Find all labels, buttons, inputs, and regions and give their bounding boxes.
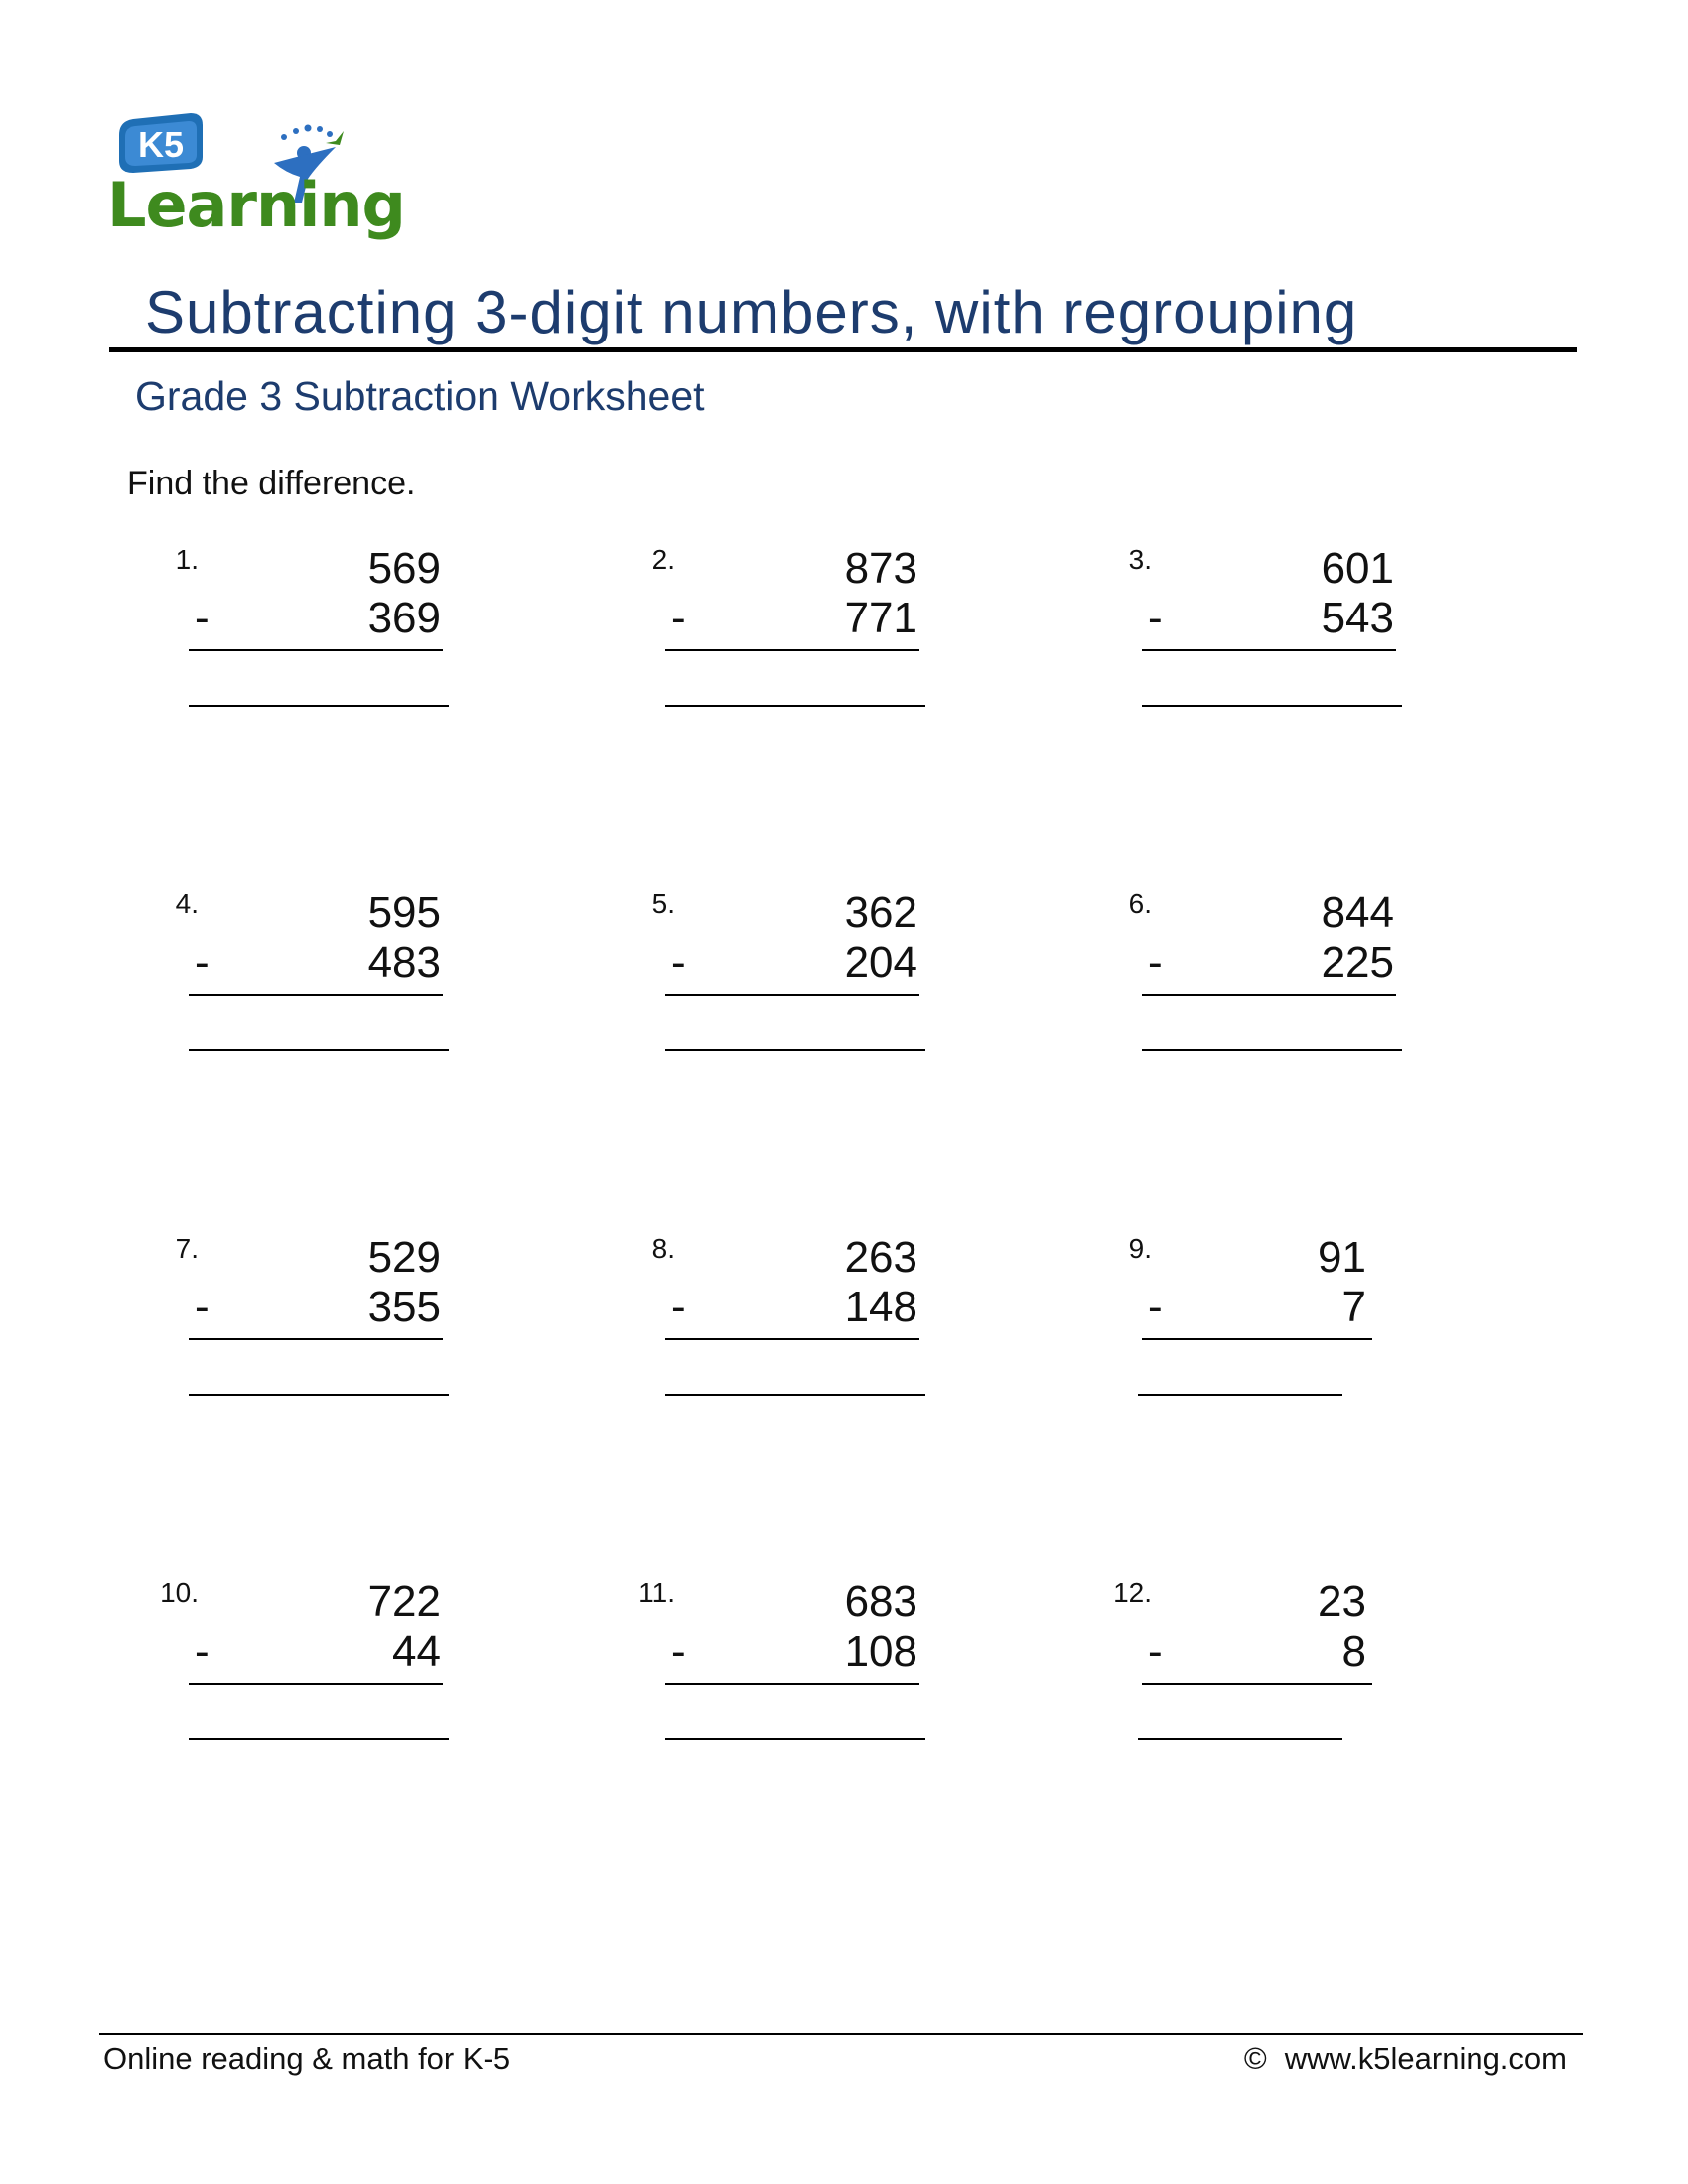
answer-line[interactable] [1142, 705, 1402, 707]
problem-number: 7. [175, 1233, 199, 1264]
problem-number: 2. [651, 544, 675, 575]
minuend: 263 [844, 1233, 917, 1282]
worksheet-title: Subtracting 3-digit numbers, with regrouping [145, 279, 1358, 345]
subtrahend: 543 [1321, 594, 1394, 642]
problem-6 [1088, 888, 1394, 1087]
minus-sign: - [1148, 1627, 1163, 1676]
minuend: 595 [367, 888, 441, 937]
answer-line[interactable] [665, 1394, 925, 1396]
answer-line[interactable] [1138, 1738, 1342, 1740]
subtrahend: 483 [367, 938, 441, 987]
answer-line[interactable] [1138, 1394, 1342, 1396]
minuend: 569 [367, 544, 441, 593]
problem-12 [1088, 1577, 1366, 1776]
subtrahend: 8 [1341, 1627, 1366, 1676]
problem-11 [612, 1577, 917, 1776]
minus-sign: - [1148, 594, 1163, 642]
subtrahend: 44 [392, 1627, 441, 1676]
minuend: 683 [844, 1577, 917, 1626]
minus-sign: - [671, 594, 686, 642]
sum-line [189, 649, 443, 651]
subtrahend: 771 [844, 594, 917, 642]
sum-line [665, 1338, 919, 1340]
sum-line [1142, 1338, 1372, 1340]
problem-number: 9. [1128, 1233, 1152, 1264]
k5-badge [119, 113, 203, 173]
minuend: 362 [844, 888, 917, 937]
problem-number: 4. [175, 888, 199, 919]
copyright-symbol: © [1243, 2041, 1267, 2076]
problem-2 [612, 544, 917, 743]
answer-line[interactable] [189, 1394, 449, 1396]
star-icons [281, 125, 344, 146]
logo-wordmark: Learning [107, 169, 405, 240]
problem-number: 12. [1113, 1577, 1152, 1608]
answer-line[interactable] [189, 1738, 449, 1740]
minus-sign: - [195, 594, 210, 642]
subtrahend: 225 [1321, 938, 1394, 987]
subtrahend: 7 [1341, 1283, 1366, 1331]
sum-line [189, 1683, 443, 1685]
minus-sign: - [195, 938, 210, 987]
minuend: 529 [367, 1233, 441, 1282]
problem-4 [135, 888, 441, 1087]
problem-1 [135, 544, 441, 743]
answer-line[interactable] [189, 705, 449, 707]
answer-line[interactable] [665, 1049, 925, 1051]
problem-number: 10. [160, 1577, 199, 1608]
sum-line [189, 994, 443, 996]
subtrahend: 108 [844, 1627, 917, 1676]
sum-line [1142, 994, 1396, 996]
answer-line[interactable] [665, 705, 925, 707]
sum-line [665, 649, 919, 651]
minus-sign: - [1148, 938, 1163, 987]
answer-line[interactable] [1142, 1049, 1402, 1051]
problem-10 [135, 1577, 441, 1776]
sum-line [665, 994, 919, 996]
minus-sign: - [671, 1283, 686, 1331]
k5-learning-logo [105, 107, 407, 240]
minuend: 873 [844, 544, 917, 593]
sum-line [665, 1683, 919, 1685]
minus-sign: - [1148, 1283, 1163, 1331]
problem-number: 6. [1128, 888, 1152, 919]
minuend: 601 [1321, 544, 1394, 593]
sum-line [189, 1338, 443, 1340]
minuend: 844 [1321, 888, 1394, 937]
website-link[interactable]: www.k5learning.com [1284, 2041, 1567, 2076]
subtrahend: 355 [367, 1283, 441, 1331]
problem-number: 3. [1128, 544, 1152, 575]
answer-line[interactable] [189, 1049, 449, 1051]
title-divider [109, 347, 1577, 352]
minuend: 91 [1318, 1233, 1366, 1282]
minuend: 23 [1318, 1577, 1366, 1626]
answer-line[interactable] [665, 1738, 925, 1740]
problem-number: 5. [651, 888, 675, 919]
subtrahend: 204 [844, 938, 917, 987]
sum-line [1142, 1683, 1372, 1685]
minuend: 722 [367, 1577, 441, 1626]
sum-line [1142, 649, 1396, 651]
footer-tagline: Online reading & math for K-5 [103, 2041, 511, 2076]
worksheet-subtitle: Grade 3 Subtraction Worksheet [135, 373, 705, 419]
badge-text: K5 [137, 124, 185, 165]
problem-number: 8. [651, 1233, 675, 1264]
problem-number: 1. [175, 544, 199, 575]
problem-8 [612, 1233, 917, 1432]
minus-sign: - [195, 1627, 210, 1676]
problem-7 [135, 1233, 441, 1432]
subtrahend: 369 [367, 594, 441, 642]
minus-sign: - [671, 1627, 686, 1676]
problem-9 [1088, 1233, 1366, 1432]
logo-graphic [105, 107, 407, 240]
problem-3 [1088, 544, 1394, 743]
footer-divider [99, 2033, 1583, 2035]
minus-sign: - [195, 1283, 210, 1331]
subtrahend: 148 [844, 1283, 917, 1331]
footer-website [1244, 2041, 1567, 2077]
minus-sign: - [671, 938, 686, 987]
problem-5 [612, 888, 917, 1087]
problem-number: 11. [638, 1577, 675, 1608]
instruction-text: Find the difference. [127, 465, 416, 502]
